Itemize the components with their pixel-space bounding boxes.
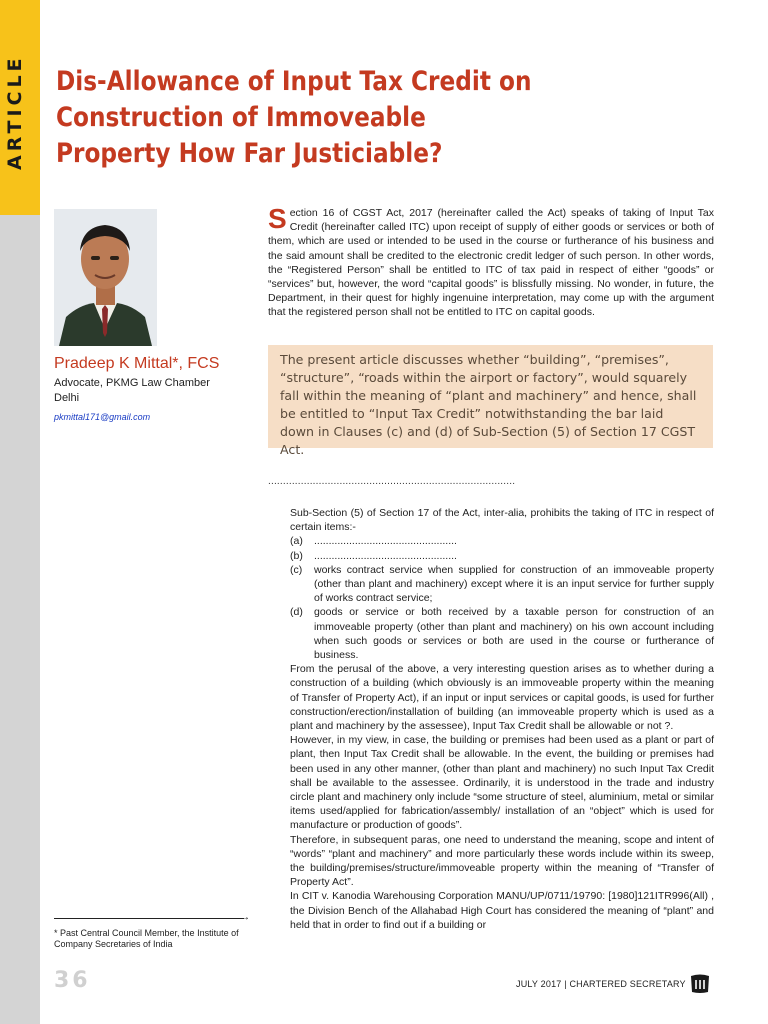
- body-paragraph: From the perusal of the above, a very interesting question arises as to whether during a construction of a building (which obviously is an immoveable property within the meaning of Transfer of Property Act), if an input or input services or capital goods, is used for further construction/erection/installation of building (an immoveable property which is used as a plant and machinery by the assessee), Input Tax Credit shall be allowable or not ?.: [290, 663, 714, 733]
- author-city: Delhi: [54, 392, 80, 404]
- section-divider: ...................................................................................: [268, 476, 516, 487]
- intro-text: ection 16 of CGST Act, 2017 (hereinafter called the Act) speaks of taking of Input Tax Credit (hereinafter called ITC) upon receipt of supply of either goods or services or both of them, which are used or intended to be used in the course or furtherance of his business and the said amount shall be credited to the electronic credit ledger of such person. In other words, the “Registered Person” shall be entitled to ITC of tax paid in respect of either “goods” or “services” but, however, the word “capital goods” is blissfully missing. No wonder, in future, the Department, in their quest for highly ingenuine interpretation, may come up with the argument that the registered person shall not be entitled to ITC on capital goods.: [268, 207, 714, 319]
- list-item: [290, 563, 714, 606]
- list-item-label: (c): [290, 563, 303, 576]
- body-paragraph: However, in my view, in case, the building or premises had been used as a plant or part of plant, then Input Tax Credit shall be allowable. In the event, the building or premises had been used in any other manner, (other than plant and machinery) no such Input Tax Credit shall be available to the assessee. Ordinarily, it is understood in the trade and industry circle plant and machinery only include “some structure of steel, aluminium, metal or similar items used/applied for fabrication/assembly/ installation of an “object” which is used for manufacture or production of goods”.: [290, 734, 714, 832]
- intro-paragraph: [268, 203, 714, 320]
- footnote: * Past Central Council Member, the Institute of Company Secretaries of India: [54, 928, 239, 949]
- article-title: Dis-Allowance of Input Tax Credit on Construction of Immoveable Property How Far Justiciable?: [56, 66, 532, 169]
- list-item-text: .................................................: [314, 535, 457, 548]
- page-number: 36: [54, 968, 91, 993]
- icsi-logo-icon: [688, 974, 712, 994]
- footnote-rule: [54, 918, 244, 919]
- list-item-text: .................................................: [314, 549, 457, 562]
- list-item: [290, 605, 714, 662]
- drop-cap: S: [268, 203, 287, 234]
- list-item: [290, 549, 714, 563]
- list-item-label: (d): [290, 606, 303, 619]
- footer-issue: JULY 2017 | CHARTERED SECRETARY: [516, 979, 686, 989]
- author-name: Pradeep K Mittal*, FCS: [54, 355, 220, 372]
- list-item-text: works contract service when supplied for construction of an immoveable property (other than plant and machinery) except where it is an input service for further supply of works contract service;: [314, 563, 714, 605]
- article-tab-label: ARTICLE: [4, 54, 26, 170]
- article-body: [290, 506, 714, 932]
- author-designation: Advocate, PKMG Law Chamber: [54, 377, 210, 389]
- list-item: [290, 534, 714, 548]
- summary-callout: The present article discusses whether “building”, “premises”, “structure”, “roads within the airport or factory”, would squarely fall within the meaning of “plant and machinery” and hence, shall be entitled to “Input Tax Credit” notwithstanding the bar laid down in Clauses (c) and (d) of Sub-Section (5) of Section 17 CGST Act.: [268, 345, 713, 448]
- list-item-text: goods or service or both received by a taxable person for construction of an immoveable property (other than plant and machinery) on his own account including when such goods or services or both are used in the course or furtherance of business.: [314, 606, 714, 662]
- body-paragraph: In CIT v. Kanodia Warehousing Corporation MANU/UP/0711/19790: [1980]121ITR996(All) , the Division Bench of the Allahabad High Court has considered the meaning of “plant” and held that in order to find out if a building or: [290, 890, 714, 931]
- list-item-label: (b): [290, 549, 303, 562]
- author-email-link[interactable]: pkmittal171@gmail.com: [54, 412, 151, 422]
- arrow-right-icon: →: [240, 912, 250, 923]
- list-item-label: (a): [290, 535, 303, 548]
- author-photo: [54, 209, 157, 346]
- body-paragraph: Therefore, in subsequent paras, one need to understand the meaning, scope and intent of “words” “plant and machinery” and more particularly these words include within its sweep, the building/premises/structure/immoveable property within the meaning of “Transfer of Property Act”.: [290, 833, 714, 889]
- body-lead: Sub-Section (5) of Section 17 of the Act, inter-alia, prohibits the taking of ITC in respect of certain items:-: [290, 507, 714, 534]
- article-tab: [0, 0, 40, 215]
